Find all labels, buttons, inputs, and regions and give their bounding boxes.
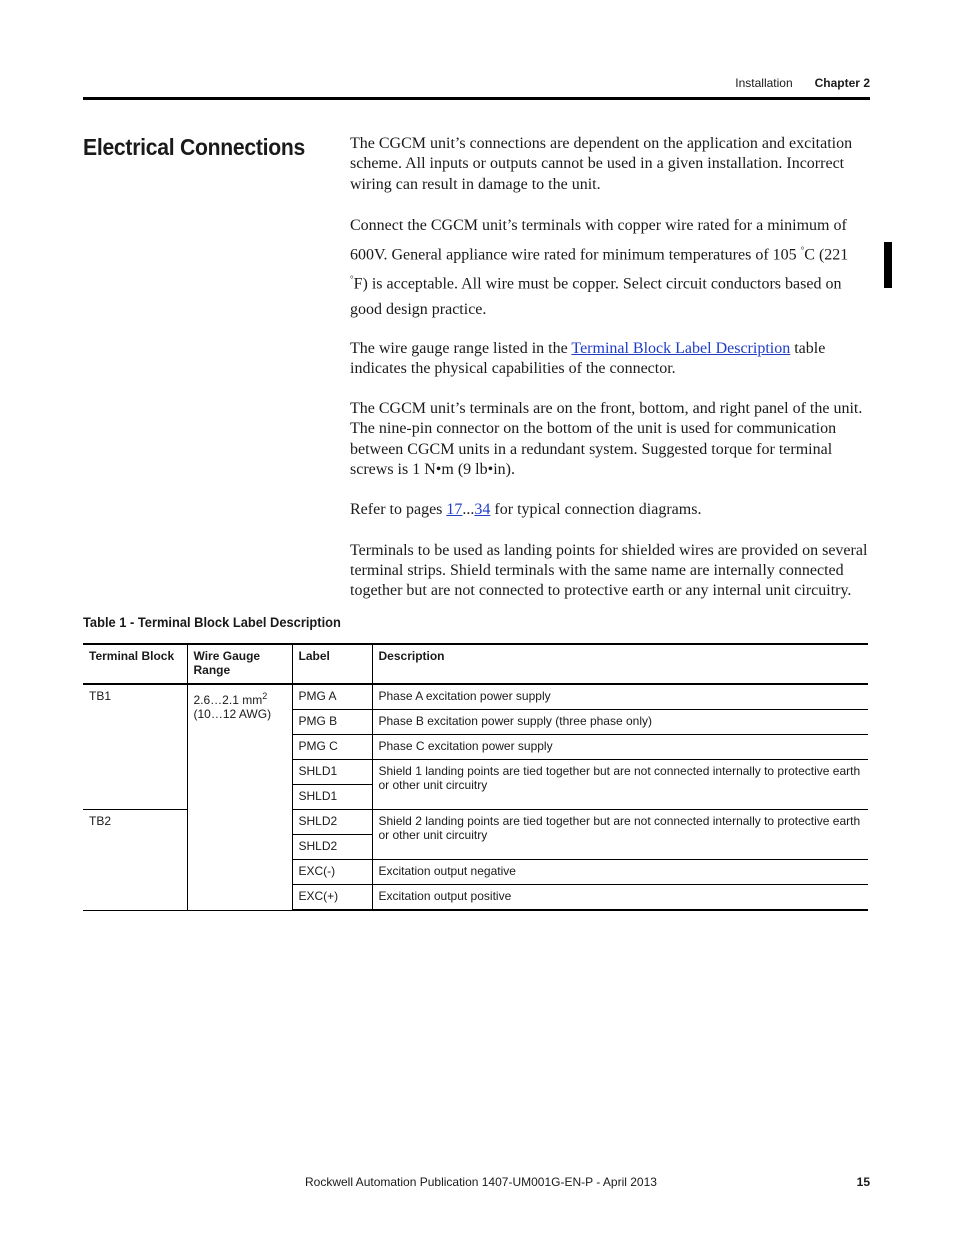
body-text [350,134,870,622]
header-label: Label [292,644,372,684]
page-number: 15 [856,1175,870,1189]
section-title: Electrical Connections [83,134,306,160]
paragraph-shield-terminals: Terminals to be used as landing points for shielded wires are provided on several terminal strips. Shield terminals with the same name are internally connected together but are not connected to protective earth or any internal unit circuitry. [350,541,868,600]
cell-description: Phase B excitation power supply (three phase only) [372,710,868,735]
table-caption: Table 1 - Terminal Block Label Description [83,614,341,630]
cell-wire-gauge: 2.6…2.1 $mm^2$ (10…12 AWG) [187,684,292,910]
terminal-block-table [83,643,868,911]
table-row [83,684,868,710]
page-17-link[interactable]: 17 [446,501,463,519]
page-34-link[interactable]: 34 [474,501,491,519]
cell-description: Phase C excitation power supply [372,735,868,760]
header-rule [83,97,870,100]
cell-description: Excitation output negative [372,860,868,885]
running-header [735,76,870,90]
cell-label: PMG A [292,684,372,710]
cell-label: EXC(+) [292,885,372,911]
footer-publication: Rockwell Automation Publication 1407-UM001G-EN-P - April 2013 [305,1175,657,1189]
paragraph-terminal-locations: The CGCM unit’s terminals are on the front, bottom, and right panel of the unit. The nine-pin connector on the bottom of the unit is used for communication between CGCM units in a redundant system. Suggested torque for terminal screws is 1 N•m (9 lb•in). [350,400,863,479]
cell-description: Excitation output positive [372,885,868,911]
cell-label: SHLD1 [292,760,372,785]
paragraph-wire-gauge: The wire gauge range listed in the Terminal Block Label Description table indicates the physical capabilities of the connector. [350,339,826,377]
cell-label: PMG C [292,735,372,760]
header-terminal-block: Terminal Block [83,644,187,684]
header-chapter: Chapter 2 [814,76,870,90]
change-bar [884,242,892,288]
header-section: Installation [735,76,793,90]
table-header-row [83,644,868,684]
cell-label: SHLD1 [292,785,372,810]
paragraph-refer-pages: Refer to pages 17...34 for typical connection diagrams. [350,501,702,519]
cell-description: Shield 2 landing points are tied together but are not connected internally to protective earth or other unit circuitry [372,810,868,860]
table-link[interactable]: Terminal Block Label Description [571,339,791,357]
cell-terminal-block-tb1: TB1 [83,684,187,810]
paragraph-wire-rating: Connect the CGCM unit’s terminals with copper wire rated for a minimum of 600V. General appliance wire rated for minimum temperatures of 105 °C (221 °F) is acceptable. All wire must be copper. Select circuit conductors based on good design practice. [350,216,849,318]
paragraph-connections: The CGCM unit’s connections are dependent on the application and excitation scheme. All inputs or outputs cannot be used in a given installation. Incorrect wiring can result in damage to the unit. [350,135,853,193]
cell-label: EXC(-) [292,860,372,885]
cell-description: Shield 1 landing points are tied together but are not connected internally to protective earth or other unit circuitry [372,760,868,810]
cell-label: PMG B [292,710,372,735]
header-description: Description [372,644,868,684]
header-wire-gauge: Wire Gauge Range [187,644,292,684]
cell-description: Phase A excitation power supply [372,684,868,710]
cell-terminal-block-tb2: TB2 [83,810,187,911]
cell-label: SHLD2 [292,810,372,835]
cell-label: SHLD2 [292,835,372,860]
